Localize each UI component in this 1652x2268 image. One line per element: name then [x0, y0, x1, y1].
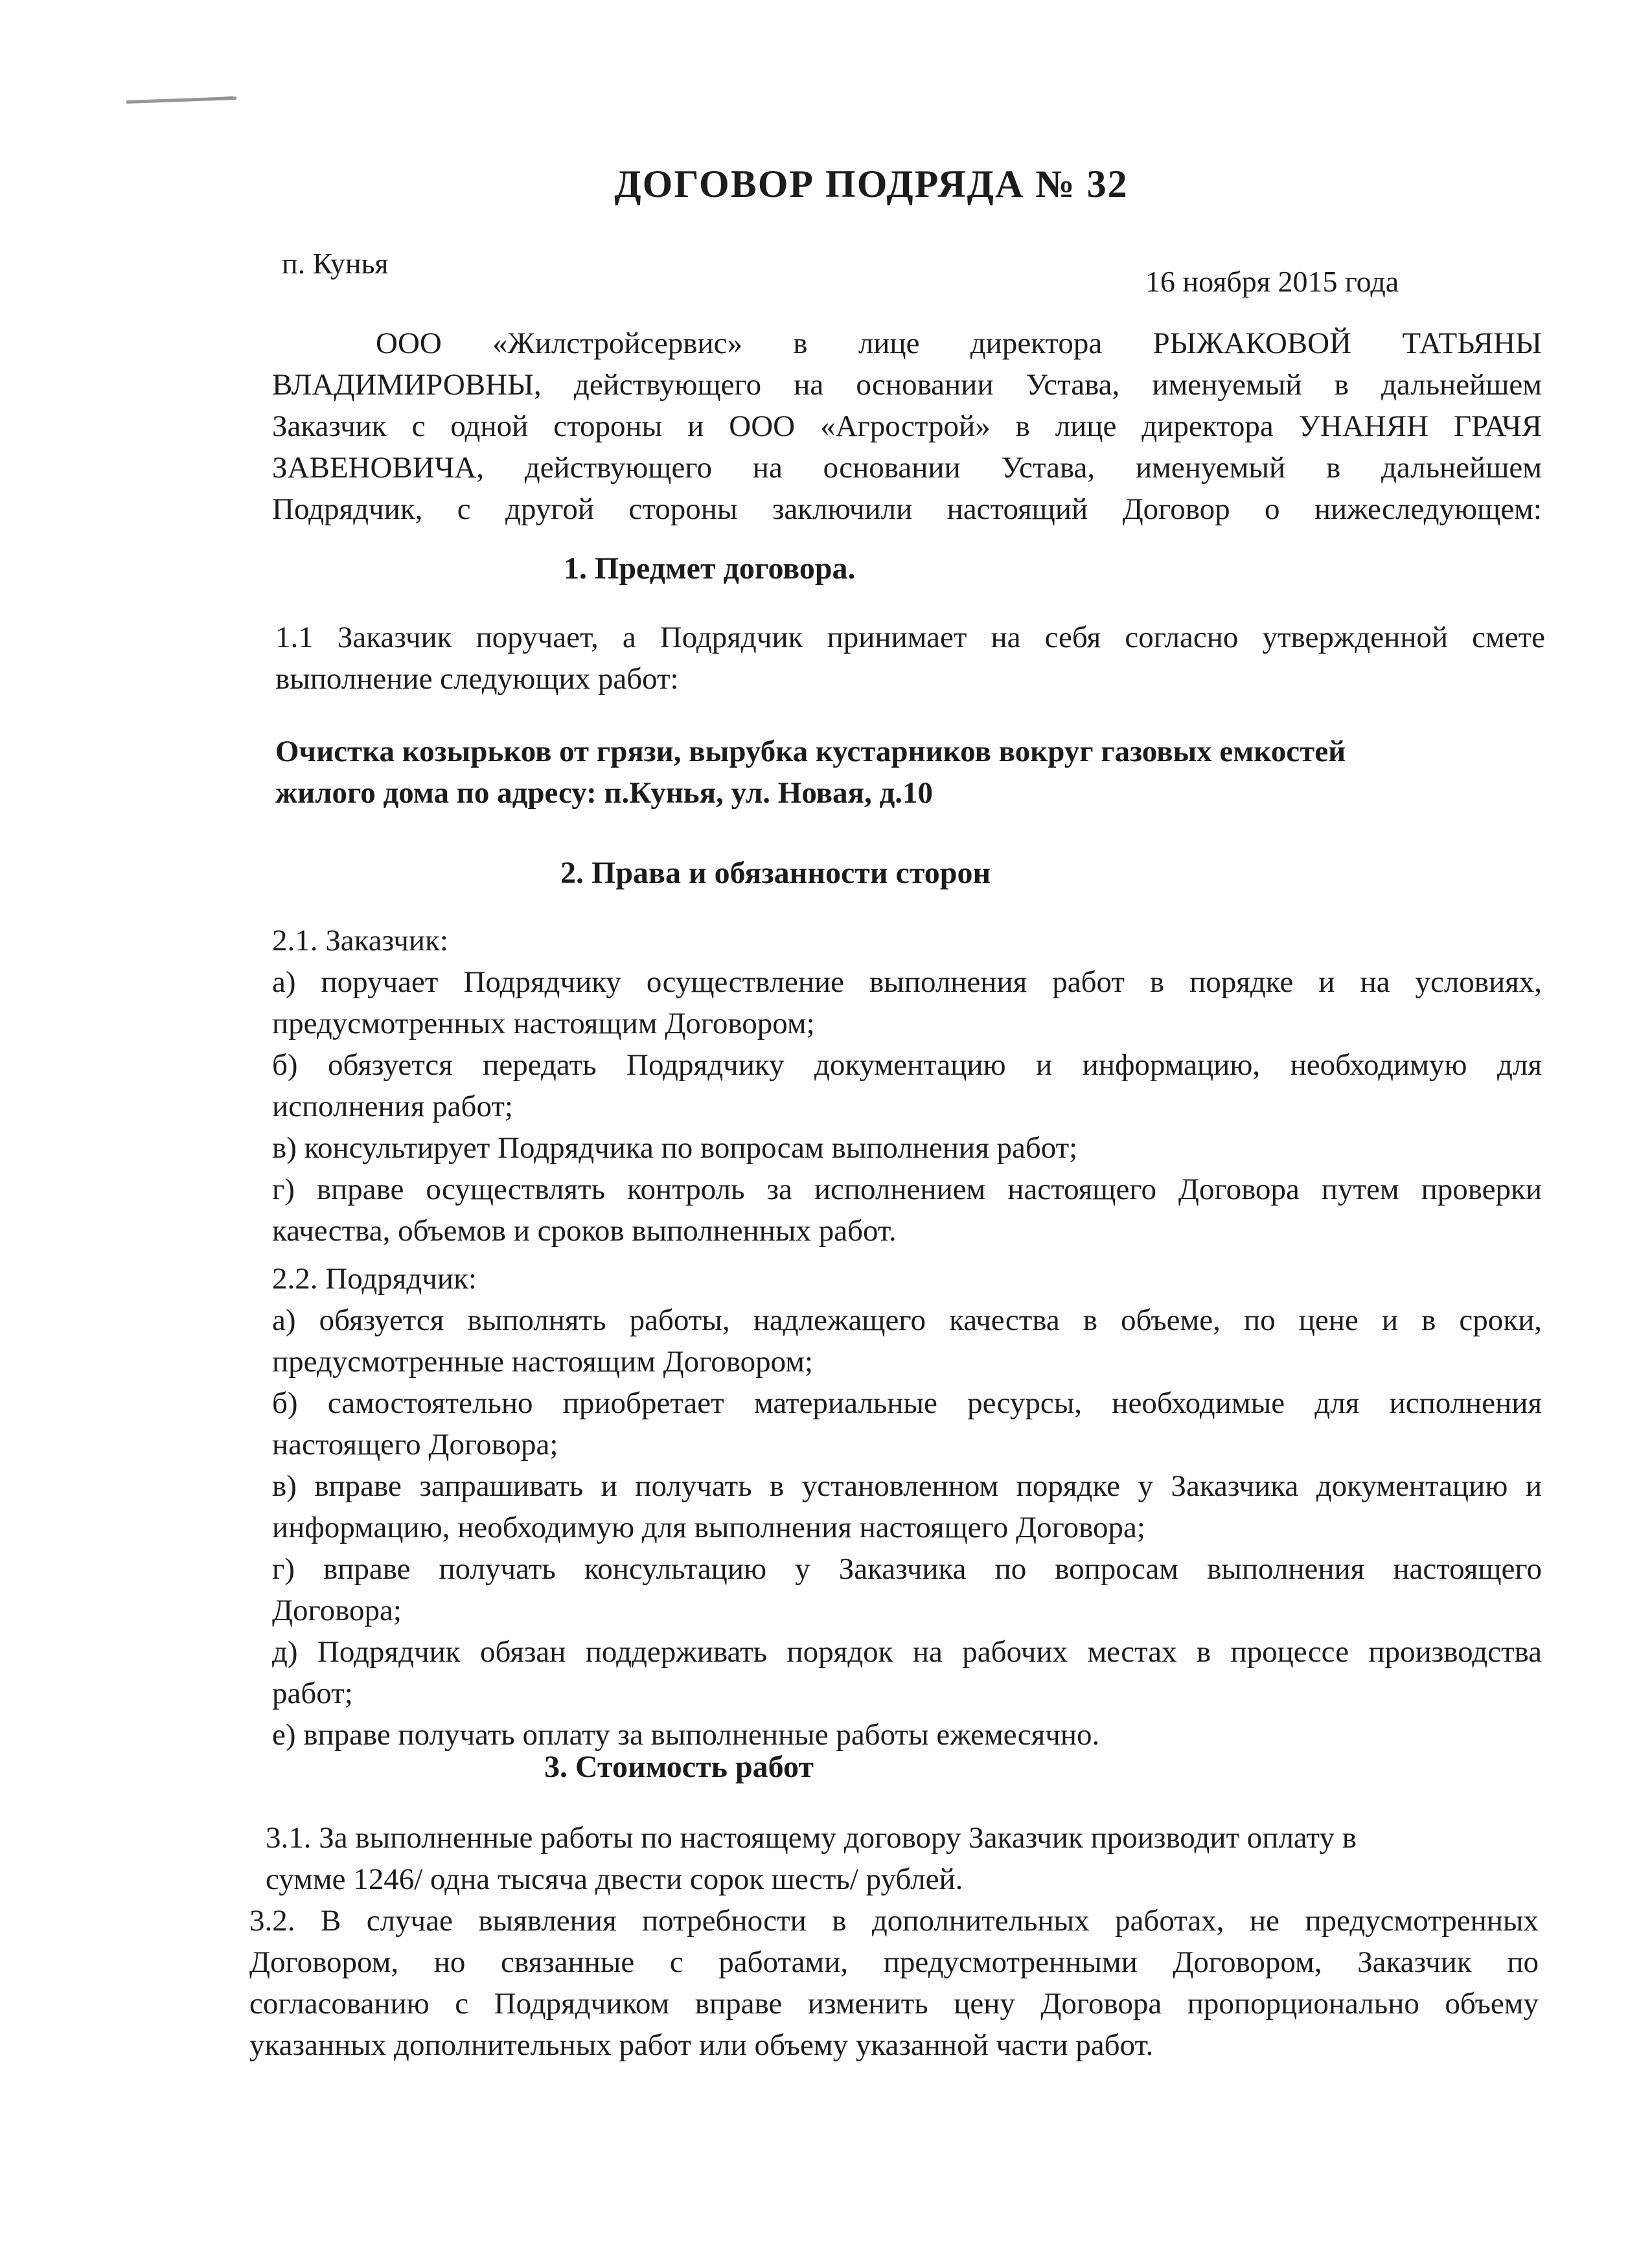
section-1-heading: 1. Предмет договора.: [564, 551, 856, 586]
customer-label: 2.1. Заказчик:: [272, 924, 448, 957]
list-item: а) поручает Подрядчику осуществление выполнения работ в порядке и на условиях,: [272, 965, 1542, 999]
contract-date: 16 ноября 2015 года: [1145, 265, 1399, 298]
paragraph-line: Договором, но связанные с работами, предусмотренными Договором, Заказчик по: [249, 1945, 1539, 1979]
preamble: [272, 323, 1542, 530]
list-item: информацию, необходимую для выполнения настоящего Договора;: [272, 1511, 1145, 1544]
list-item: настоящего Договора;: [272, 1428, 558, 1461]
list-item: предусмотренных настоящим Договором;: [272, 1007, 815, 1040]
works-line: жилого дома по адресу: п.Кунья, ул. Новая, д.10: [275, 776, 933, 810]
list-item: качества, объемов и сроков выполненных работ.: [272, 1214, 897, 1248]
section-3-paragraph-2: [249, 1900, 1539, 2066]
contract-place: п. Кунья: [282, 247, 389, 280]
list-item: г) вправе получать консультацию у Заказчика по вопросам выполнения настоящего: [272, 1552, 1542, 1586]
list-item: д) Подрядчик обязан поддерживать порядок на рабочих местах в процессе производства: [272, 1635, 1542, 1669]
list-item: а) обязуется выполнять работы, надлежащего качества в объеме, по цене и в сроки,: [272, 1303, 1542, 1337]
paragraph-line: 3.2. В случае выявления потребности в дополнительных работах, не предусмотренных: [249, 1904, 1539, 1938]
contractor-obligations: [272, 1258, 1542, 1756]
preamble-line: ООО «Жилстройсервис» в лице директора РЫЖАКОВОЙ ТАТЬЯНЫ: [376, 326, 1542, 360]
paragraph-line: согласованию с Подрядчиком вправе изменить цену Договора пропорционально объему: [249, 1987, 1539, 2021]
contractor-label: 2.2. Подрядчик:: [272, 1262, 477, 1296]
works-line: Очистка козырьков от грязи, вырубка кустарников вокруг газовых емкостей: [275, 735, 1346, 768]
list-item: работ;: [272, 1677, 353, 1710]
preamble-line: ЗАВЕНОВИЧА, действующего на основании Устава, именуемый в дальнейшем: [272, 451, 1542, 485]
works-description: [275, 731, 1545, 814]
list-item: в) консультирует Подрядчика по вопросам выполнения работ;: [272, 1131, 1078, 1165]
preamble-line: Подрядчик, с другой стороны заключили настоящий Договор о нижеследующем:: [272, 492, 1542, 526]
list-item: е) вправе получать оплату за выполненные работы ежемесячно.: [272, 1718, 1100, 1752]
paragraph-line: указанных дополнительных работ или объему указанной части работ.: [249, 2028, 1154, 2062]
document-title: ДОГОВОР ПОДРЯДА № 32: [614, 163, 1129, 205]
paragraph-line: 1.1 Заказчик поручает, а Подрядчик принимает на себя согласно утвержденной смете: [275, 621, 1545, 654]
list-item: в) вправе запрашивать и получать в установленном порядке у Заказчика документацию и: [272, 1469, 1542, 1503]
preamble-line: Заказчик с одной стороны и ООО «Агрострой» в лице директора УНАНЯН ГРАЧЯ: [272, 409, 1542, 443]
section-1-paragraph: [275, 617, 1545, 700]
preamble-line: ВЛАДИМИРОВНЫ, действующего на основании Устава, именуемый в дальнейшем: [272, 368, 1542, 402]
list-item: б) обязуется передать Подрядчику документацию и информацию, необходимую для: [272, 1048, 1542, 1082]
list-item: г) вправе осуществлять контроль за исполнением настоящего Договора путем проверки: [272, 1173, 1542, 1206]
section-2-heading: 2. Права и обязанности сторон: [560, 856, 991, 890]
list-item: предусмотренные настоящим Договором;: [272, 1345, 814, 1379]
section-3-paragraph-1: [266, 1817, 1535, 1900]
paragraph-line: выполнение следующих работ:: [275, 662, 679, 696]
section-3-heading: 3. Стоимость работ: [544, 1750, 814, 1784]
paragraph-line: сумме 1246/ одна тысяча двести сорок шесть/ рублей.: [266, 1862, 963, 1896]
list-item: Договора;: [272, 1594, 402, 1627]
customer-obligations: [272, 920, 1542, 1252]
paragraph-line: 3.1. За выполненные работы по настоящему договору Заказчик производит оплату в: [266, 1821, 1357, 1855]
list-item: б) самостоятельно приобретает материальные ресурсы, необходимые для исполнения: [272, 1386, 1542, 1420]
list-item: исполнения работ;: [272, 1090, 513, 1123]
